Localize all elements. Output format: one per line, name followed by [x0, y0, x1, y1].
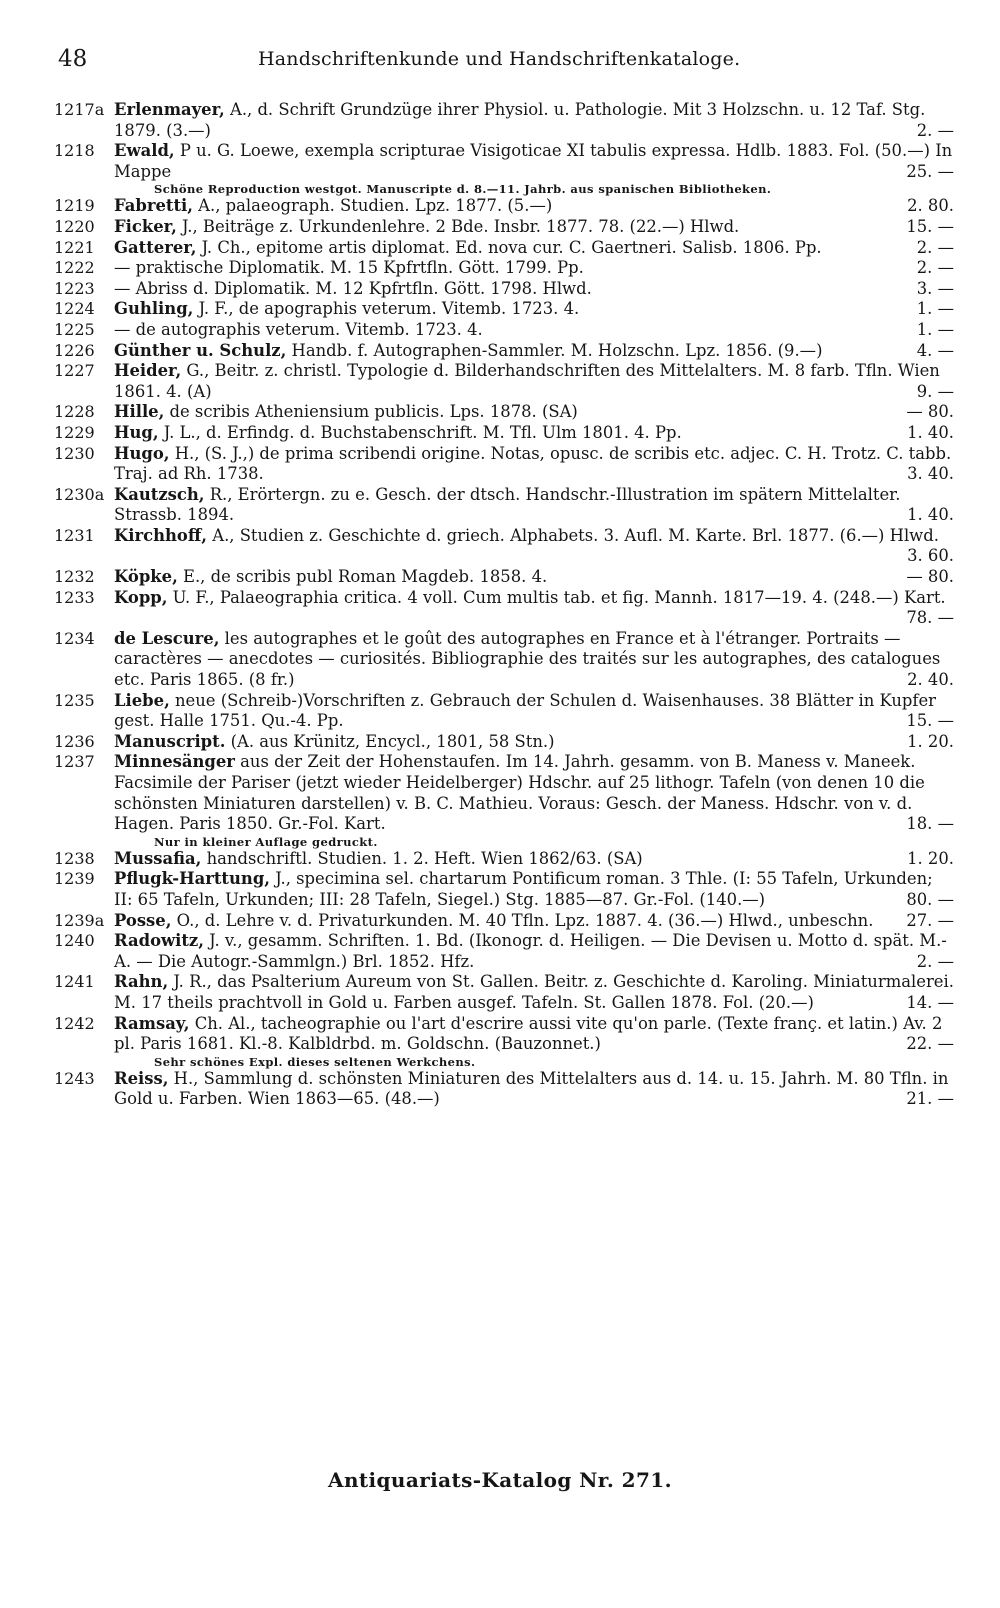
entry-number: 1239: [54, 869, 95, 889]
entry-author: Kautzsch,: [114, 484, 205, 504]
entry-note: Sehr schönes Expl. dieses seltenen Werkchens.: [154, 1054, 476, 1069]
catalog-entry: [54, 238, 954, 259]
entry-price: 2. 40.: [907, 670, 954, 690]
entry-author: Liebe,: [114, 690, 170, 710]
entry-number: 1235: [54, 690, 95, 710]
catalog-entry: [54, 100, 954, 141]
entry-price: 1. —: [916, 299, 954, 319]
entry-author: Kirchhoff,: [114, 525, 208, 545]
catalog-entry: [54, 752, 954, 848]
catalog-entry: [54, 567, 954, 588]
entry-price: 1. 40.: [907, 422, 954, 442]
entry-text: [114, 588, 954, 629]
entry-description: H., Sammlung d. schönsten Miniaturen des Mittelalters aus d. 14. u. 15. Jahrh. M. 80 Tfln. in Gold u. Farben. Wien 1863—65. (48.—): [114, 1068, 949, 1109]
catalog-entry: [54, 588, 954, 629]
catalog-entry: [54, 931, 954, 972]
entry-number: 1243: [54, 1068, 95, 1088]
entry-number: 1240: [54, 931, 95, 951]
entry-text: [114, 279, 954, 300]
catalog-entry: [54, 1069, 954, 1110]
entry-text: [114, 485, 954, 526]
entry-text: [114, 1069, 954, 1110]
catalog-entry: [54, 196, 954, 217]
entry-text: [114, 299, 954, 320]
entry-description: U. F., Palaeographia critica. 4 voll. Cum multis tab. et fig. Mannh. 1817—19. 4. (248.—) Kart.: [167, 587, 946, 607]
entry-number: 1228: [54, 402, 95, 422]
entry-text: [114, 217, 954, 238]
entry-description: J. Ch., epitome artis diplomat. Ed. nova cur. C. Gaertneri. Salisb. 1806. Pp.: [196, 237, 822, 257]
catalog-entry: [54, 691, 954, 732]
catalog-entry: [54, 361, 954, 402]
entry-price: 2. —: [916, 258, 954, 278]
entry-description: H., (S. J.,) de prima scribendi origine. Notas, opusc. de scribis etc. adjec. C. H. Trotz. C. tabb. Traj. ad Rh. 1738.: [114, 443, 952, 484]
entry-author: Mussafia,: [114, 848, 202, 868]
entry-number: 1229: [54, 422, 95, 442]
entry-author: Reiss,: [114, 1068, 169, 1088]
entry-author: Guhling,: [114, 299, 194, 319]
entry-text: [114, 691, 954, 732]
entry-text: [114, 320, 954, 341]
catalog-entry: [54, 141, 954, 196]
page-header: [58, 46, 946, 78]
catalog-entry: [54, 341, 954, 362]
catalog-entry: [54, 279, 954, 300]
entry-price: 78. —: [906, 608, 954, 628]
entry-price: 22. —: [906, 1034, 954, 1054]
entry-number: 1234: [54, 628, 95, 648]
entry-price: 21. —: [906, 1089, 954, 1109]
catalog-entry: [54, 1014, 954, 1069]
entry-author: de Lescure,: [114, 628, 220, 648]
catalog-entry: [54, 320, 954, 341]
entry-author: Kopp,: [114, 587, 168, 607]
catalog-entry: [54, 849, 954, 870]
entry-author: Ewald,: [114, 141, 175, 161]
entry-number: 1230: [54, 443, 95, 463]
entry-text: [114, 361, 954, 402]
entry-description: (A. aus Krünitz, Encycl., 1801, 58 Stn.): [225, 731, 555, 751]
entry-description: P u. G. Loewe, exempla scripturae Visigoticae XI tabulis expressa. Hdlb. 1883. Fol. (50.—) In Mappe: [114, 141, 953, 181]
entry-number: 1242: [54, 1013, 95, 1033]
catalog-entry: [54, 911, 954, 932]
entry-text: [114, 423, 954, 444]
entry-author: Erlenmayer,: [114, 100, 225, 119]
entry-number: 1227: [54, 361, 95, 381]
entry-text: [114, 849, 954, 870]
entry-price: 3. 60.: [907, 546, 954, 566]
entry-text: [114, 732, 954, 753]
entry-price: 2. 80.: [907, 196, 954, 216]
entry-number: 1241: [54, 972, 95, 992]
catalog-entry: [54, 869, 954, 910]
entry-author: Gatterer,: [114, 237, 197, 257]
entry-price: 9. —: [916, 381, 954, 401]
entry-text: [114, 196, 954, 217]
entry-text: [114, 258, 954, 279]
entry-description: Handb. f. Autographen-Sammler. M. Holzschn. Lpz. 1856. (9.—): [286, 340, 823, 360]
entry-author: Köpke,: [114, 567, 178, 587]
entry-price: 3. 40.: [907, 464, 954, 484]
catalog-entry: [54, 444, 954, 485]
entry-number: 1226: [54, 340, 95, 360]
entry-text: [114, 931, 954, 972]
entry-price: 1. 20.: [907, 848, 954, 868]
entry-number: 1224: [54, 299, 95, 319]
running-title: Handschriftenkunde und Handschriftenkataloge.: [258, 48, 741, 70]
entry-description: — de autographis veterum. Vitemb. 1723. 4.: [114, 319, 483, 339]
entry-price: 14. —: [906, 992, 954, 1012]
catalog-entry: [54, 485, 954, 526]
entry-price: — 80.: [906, 567, 954, 587]
entry-number: 1219: [54, 196, 95, 216]
entry-description: neue (Schreib-)Vorschriften z. Gebrauch der Schulen d. Waisenhauses. 38 Blätter in Kupfer gest. Halle 1751. Qu.-4. Pp.: [114, 690, 937, 731]
entry-author: Fabretti,: [114, 196, 193, 216]
entry-price: 1. 40.: [907, 505, 954, 525]
entry-author: Minnesänger: [114, 752, 235, 772]
entry-note: Schöne Reproduction westgot. Manuscripte d. 8.—11. Jahrb. aus spanischen Bibliotheken.: [154, 182, 772, 197]
entry-price: 25. —: [906, 161, 954, 181]
entry-text: [114, 526, 954, 567]
entry-description: — praktische Diplomatik. M. 15 Kpfrtfln. Gött. 1799. Pp.: [114, 258, 584, 278]
entry-price: 1. 20.: [907, 731, 954, 751]
entry-price: 15. —: [906, 216, 954, 236]
entry-text: [114, 238, 954, 259]
entry-author: Ramsay,: [114, 1013, 190, 1033]
entry-text: [114, 911, 954, 932]
entry-author: Hille,: [114, 402, 165, 422]
catalog-entry: [54, 402, 954, 423]
entry-text: [114, 567, 954, 588]
entry-text: [114, 141, 954, 182]
entry-number: 1230a: [54, 484, 105, 504]
entry-number: 1233: [54, 587, 95, 607]
entry-description: aus der Zeit der Hohenstaufen. Im 14. Jahrh. gesamm. von B. Maness v. Maneek. Facsimile der Pariser (jetzt wieder Heidelberger) Hdschr. auf 25 lithogr. Tafeln (von denen 10 die schönsten Miniaturen darstellen) v. B. C. Mathieu. Voraus: Gesch. der Maness. Hdschr. von v. d. Hagen. Paris 1850. Gr.-Fol. Kart.: [114, 752, 925, 834]
entry-description: handschriftl. Studien. 1. 2. Heft. Wien 1862/63. (SA): [201, 848, 643, 868]
entry-price: 3. —: [916, 278, 954, 298]
entry-description: J. R., das Psalterium Aureum von St. Gallen. Beitr. z. Geschichte d. Karoling. Miniaturmalerei. M. 17 theils prachtvoll in Gold u. Farben ausgef. Tafeln. St. Gallen 1878. Fol. (20.—): [114, 972, 954, 1012]
entry-author: Hug,: [114, 422, 159, 442]
entry-description: J. v., gesamm. Schriften. 1. Bd. (Ikonogr. d. Heiligen. — Die Devisen u. Motto d. spät. M.-A. — Die Autogr.-Sammlgn.) Brl. 1852. Hfz.: [114, 931, 947, 971]
entry-price: 15. —: [906, 711, 954, 731]
entry-author: Hugo,: [114, 443, 170, 463]
entry-text: [114, 341, 954, 362]
catalog-entry: [54, 258, 954, 279]
entry-text: [114, 869, 954, 910]
entry-number: 1232: [54, 567, 95, 587]
catalog-entry: [54, 629, 954, 691]
entry-price: 2. —: [916, 951, 954, 971]
catalog-entry: [54, 972, 954, 1013]
catalog-entry: [54, 423, 954, 444]
entry-number: 1231: [54, 525, 95, 545]
entry-text: [114, 752, 954, 834]
entry-description: de scribis Atheniensium publicis. Lps. 1878. (SA): [164, 402, 578, 422]
entry-author: Posse,: [114, 910, 172, 930]
entry-number: 1225: [54, 319, 95, 339]
entry-number: 1222: [54, 258, 95, 278]
entry-price: 1. —: [916, 319, 954, 339]
entry-author: Rahn,: [114, 972, 169, 992]
entry-description: A., Studien z. Geschichte d. griech. Alphabets. 3. Aufl. M. Karte. Brl. 1877. (6.—) Hlwd.: [207, 525, 939, 545]
entry-price: 4. —: [916, 340, 954, 360]
entry-text: [114, 1014, 954, 1055]
entry-author: Manuscript.: [114, 731, 226, 751]
entry-description: E., de scribis publ Roman Magdeb. 1858. 4.: [177, 567, 548, 587]
entry-number: 1217a: [54, 100, 105, 119]
entry-price: 27. —: [906, 910, 954, 930]
entry-description: J. F., de apographis veterum. Vitemb. 1723. 4.: [193, 299, 580, 319]
entry-description: R., Erörtergn. zu e. Gesch. der dtsch. Handschr.-Illustration im spätern Mittelalter. Strassb. 1894.: [114, 484, 901, 525]
entry-number: 1238: [54, 848, 95, 868]
catalog-entry: [54, 299, 954, 320]
catalog-entry: [54, 217, 954, 238]
entry-text: [114, 444, 954, 485]
entry-author: Günther u. Schulz,: [114, 340, 287, 360]
entry-author: Ficker,: [114, 216, 177, 236]
entry-author: Pflugk-Harttung,: [114, 869, 270, 889]
entry-description: J., Beiträge z. Urkundenlehre. 2 Bde. Insbr. 1877. 78. (22.—) Hlwd.: [176, 216, 740, 236]
entry-number: 1239a: [54, 910, 105, 930]
entry-text: [114, 972, 954, 1013]
entry-text: [114, 402, 954, 423]
entry-price: 18. —: [906, 814, 954, 834]
entry-description: A., palaeograph. Studien. Lpz. 1877. (5.—): [192, 196, 553, 216]
catalog-footer: Antiquariats-Katalog Nr. 271.: [328, 1468, 672, 1492]
entry-description: J. L., d. Erfindg. d. Buchstabenschrift. M. Tfl. Ulm 1801. 4. Pp.: [158, 422, 682, 442]
entry-description: A., d. Schrift Grundzüge ihrer Physiol. u. Pathologie. Mit 3 Holzschn. u. 12 Taf. Stg. 1879. (3.—): [114, 100, 926, 140]
page-number: 48: [58, 46, 88, 72]
entry-number: 1236: [54, 731, 95, 751]
entry-price: 2. —: [916, 120, 954, 140]
entry-price: — 80.: [906, 402, 954, 422]
entry-number: 1221: [54, 237, 95, 257]
entry-description: Ch. Al., tacheographie ou l'art d'escrire aussi vite qu'on parle. (Texte franç. et latin.) Av. 2 pl. Paris 1681. Kl.-8. Kalbldrbd. m. Goldschn. (Bauzonnet.): [114, 1013, 943, 1054]
entry-description: les autographes et le goût des autographes en France et à l'étranger. Portraits — caractères — anecdotes — curiosités. Bibliographie des traités sur les autographes, des catalogues etc. Paris 1865. (8 fr.): [114, 628, 941, 690]
entry-text: [114, 100, 954, 141]
catalog-entry: [54, 732, 954, 753]
entry-number: 1218: [54, 141, 95, 161]
entry-description: — Abriss d. Diplomatik. M. 12 Kpfrtfln. Gött. 1798. Hlwd.: [114, 278, 592, 298]
entry-number: 1237: [54, 752, 95, 772]
entry-price: 80. —: [906, 889, 954, 909]
entry-author: Heider,: [114, 361, 182, 381]
catalog-entry: [54, 526, 954, 567]
catalog-entries: [54, 100, 954, 1110]
entry-number: 1223: [54, 278, 95, 298]
entry-description: G., Beitr. z. christl. Typologie d. Bilderhandschriften des Mittelalters. M. 8 farb. Tfln. Wien 1861. 4. (A): [114, 361, 940, 401]
entry-number: 1220: [54, 216, 95, 236]
entry-author: Radowitz,: [114, 931, 204, 951]
entry-description: O., d. Lehre v. d. Privaturkunden. M. 40 Tfln. Lpz. 1887. 4. (36.—) Hlwd., unbeschn.: [171, 910, 874, 930]
entry-description: J., specimina sel. chartarum Pontificum roman. 3 Thle. (I: 55 Tafeln, Urkunden; II: 65 Tafeln, Urkunden; III: 28 Tafeln, Siegel.) Stg. 1885—87. Gr.-Fol. (140.—): [114, 869, 933, 909]
entry-text: [114, 629, 954, 691]
entry-price: 2. —: [916, 237, 954, 257]
entry-note: Nur in kleiner Auflage gedruckt.: [154, 834, 378, 849]
